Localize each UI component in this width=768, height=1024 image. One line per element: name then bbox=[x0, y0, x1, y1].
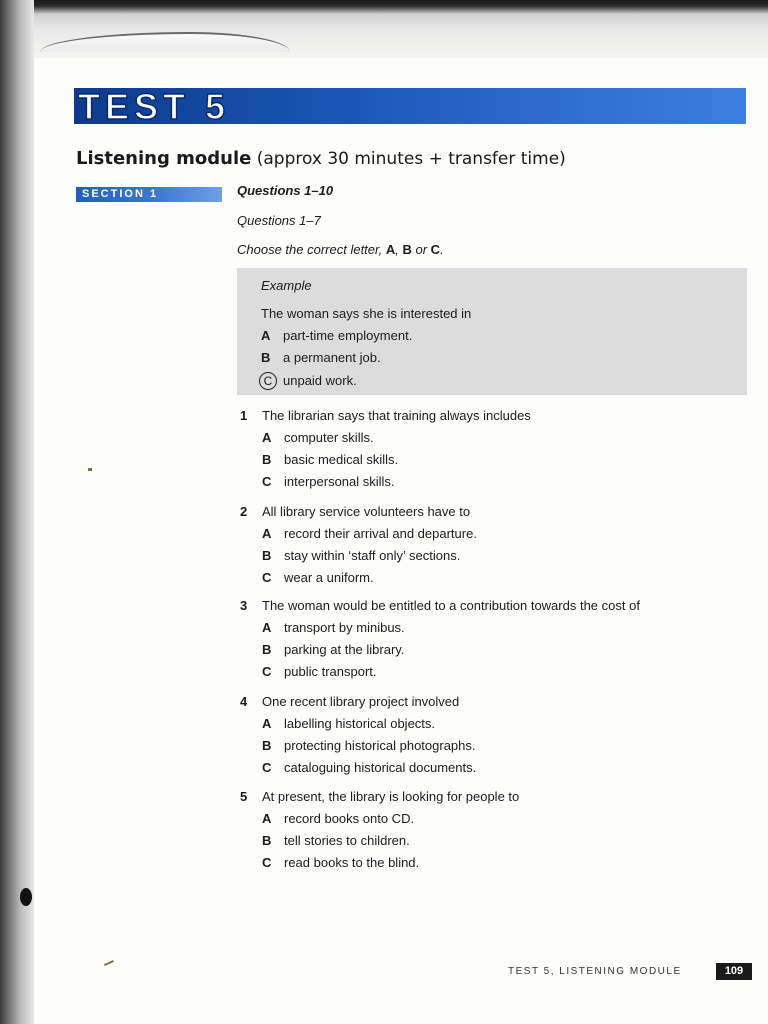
question-number: 4 bbox=[240, 694, 248, 709]
questions-subtitle: Questions 1–7 bbox=[237, 213, 321, 228]
question-5 bbox=[240, 786, 519, 874]
option-letter: A bbox=[262, 716, 272, 731]
scan-speck bbox=[88, 468, 92, 471]
option-text: computer skills. bbox=[284, 430, 374, 445]
option-letter: A bbox=[262, 811, 272, 826]
question-1 bbox=[240, 405, 531, 493]
question-number: 5 bbox=[240, 789, 248, 804]
option-letter: B bbox=[262, 452, 272, 467]
option-text: protecting historical photographs. bbox=[284, 738, 476, 753]
question-number: 3 bbox=[240, 598, 248, 613]
example-option bbox=[261, 350, 381, 365]
instruction-letter-a: A bbox=[385, 242, 396, 257]
example-option-answer bbox=[261, 372, 357, 390]
option-letter: A bbox=[262, 526, 272, 541]
answer-option bbox=[240, 808, 519, 830]
instruction-text bbox=[237, 242, 444, 257]
option-text: basic medical skills. bbox=[284, 452, 399, 467]
question-number: 2 bbox=[240, 504, 248, 519]
option-letter: C bbox=[262, 664, 272, 679]
module-heading bbox=[76, 148, 566, 169]
answer-option bbox=[240, 567, 477, 589]
option-letter: C bbox=[262, 760, 272, 775]
question-3 bbox=[240, 595, 640, 683]
answer-option bbox=[240, 713, 476, 735]
example-label: Example bbox=[261, 278, 312, 293]
option-letter: C bbox=[262, 570, 272, 585]
answer-option bbox=[240, 427, 531, 449]
option-letter: C bbox=[262, 474, 272, 489]
option-letter: A bbox=[262, 620, 272, 635]
page-fold bbox=[40, 32, 290, 52]
option-letter: B bbox=[262, 642, 272, 657]
instruction-suffix: . bbox=[440, 242, 444, 257]
option-text: read books to the blind. bbox=[284, 855, 420, 870]
module-name: Listening module bbox=[76, 148, 252, 169]
option-text: tell stories to children. bbox=[284, 833, 410, 848]
answer-option bbox=[240, 449, 531, 471]
option-text: public transport. bbox=[284, 664, 377, 679]
answer-option bbox=[240, 757, 476, 779]
answer-option bbox=[240, 617, 640, 639]
answer-option bbox=[240, 852, 519, 874]
question-stem: The librarian says that training always includes bbox=[262, 408, 531, 423]
option-letter: A bbox=[261, 328, 271, 343]
option-text: record books onto CD. bbox=[284, 811, 415, 826]
option-text: record their arrival and departure. bbox=[284, 526, 477, 541]
instruction-letter-b: B bbox=[402, 242, 412, 257]
option-letter: B bbox=[262, 548, 272, 563]
question-2 bbox=[240, 501, 477, 589]
binding-mark bbox=[20, 888, 32, 906]
option-text: labelling historical objects. bbox=[284, 716, 436, 731]
option-text: a permanent job. bbox=[283, 350, 381, 365]
section-tag: SECTION 1 bbox=[76, 187, 222, 202]
instruction-sep2: or bbox=[411, 242, 431, 257]
option-text: part-time employment. bbox=[283, 328, 413, 343]
answer-option bbox=[240, 639, 640, 661]
question-stem: At present, the library is looking for people to bbox=[262, 789, 520, 804]
test-title: TEST 5 bbox=[78, 86, 231, 127]
question-stem: All library service volunteers have to bbox=[262, 504, 471, 519]
scan-shadow-spine bbox=[0, 0, 34, 1024]
option-text: interpersonal skills. bbox=[284, 474, 395, 489]
question-stem: One recent library project involved bbox=[262, 694, 460, 709]
option-text: parking at the library. bbox=[284, 642, 405, 657]
page-number: 109 bbox=[716, 963, 752, 980]
option-text: transport by minibus. bbox=[284, 620, 405, 635]
example-option bbox=[261, 328, 412, 343]
module-subtitle: (approx 30 minutes + transfer time) bbox=[251, 149, 566, 169]
example-stem: The woman says she is interested in bbox=[261, 306, 472, 321]
instruction-sep1: , bbox=[395, 242, 403, 257]
option-text: wear a uniform. bbox=[284, 570, 374, 585]
questions-title: Questions 1–10 bbox=[237, 183, 334, 198]
running-head: TEST 5, LISTENING MODULE bbox=[508, 966, 682, 977]
answer-option bbox=[240, 661, 640, 683]
option-text: cataloguing historical documents. bbox=[284, 760, 477, 775]
option-text: stay within ‘staff only’ sections. bbox=[284, 548, 461, 563]
question-number: 1 bbox=[240, 408, 248, 423]
option-letter: B bbox=[262, 738, 272, 753]
answer-option bbox=[240, 523, 477, 545]
circled-answer-letter: C bbox=[259, 372, 277, 390]
option-text: unpaid work. bbox=[283, 373, 357, 388]
option-letter: C bbox=[262, 855, 272, 870]
instruction-prefix: Choose the correct letter, bbox=[237, 242, 386, 257]
answer-option bbox=[240, 830, 519, 852]
answer-option bbox=[240, 735, 476, 757]
instruction-letter-c: C bbox=[430, 242, 441, 257]
question-stem: The woman would be entitled to a contribution towards the cost of bbox=[262, 598, 640, 613]
answer-option bbox=[240, 471, 531, 493]
option-letter: B bbox=[261, 350, 271, 365]
example-box bbox=[237, 268, 747, 395]
question-4 bbox=[240, 691, 476, 779]
scan-shadow-top bbox=[0, 0, 768, 58]
answer-option bbox=[240, 545, 477, 567]
option-letter: A bbox=[262, 430, 272, 445]
scan-speck bbox=[104, 960, 114, 966]
option-letter: B bbox=[262, 833, 272, 848]
